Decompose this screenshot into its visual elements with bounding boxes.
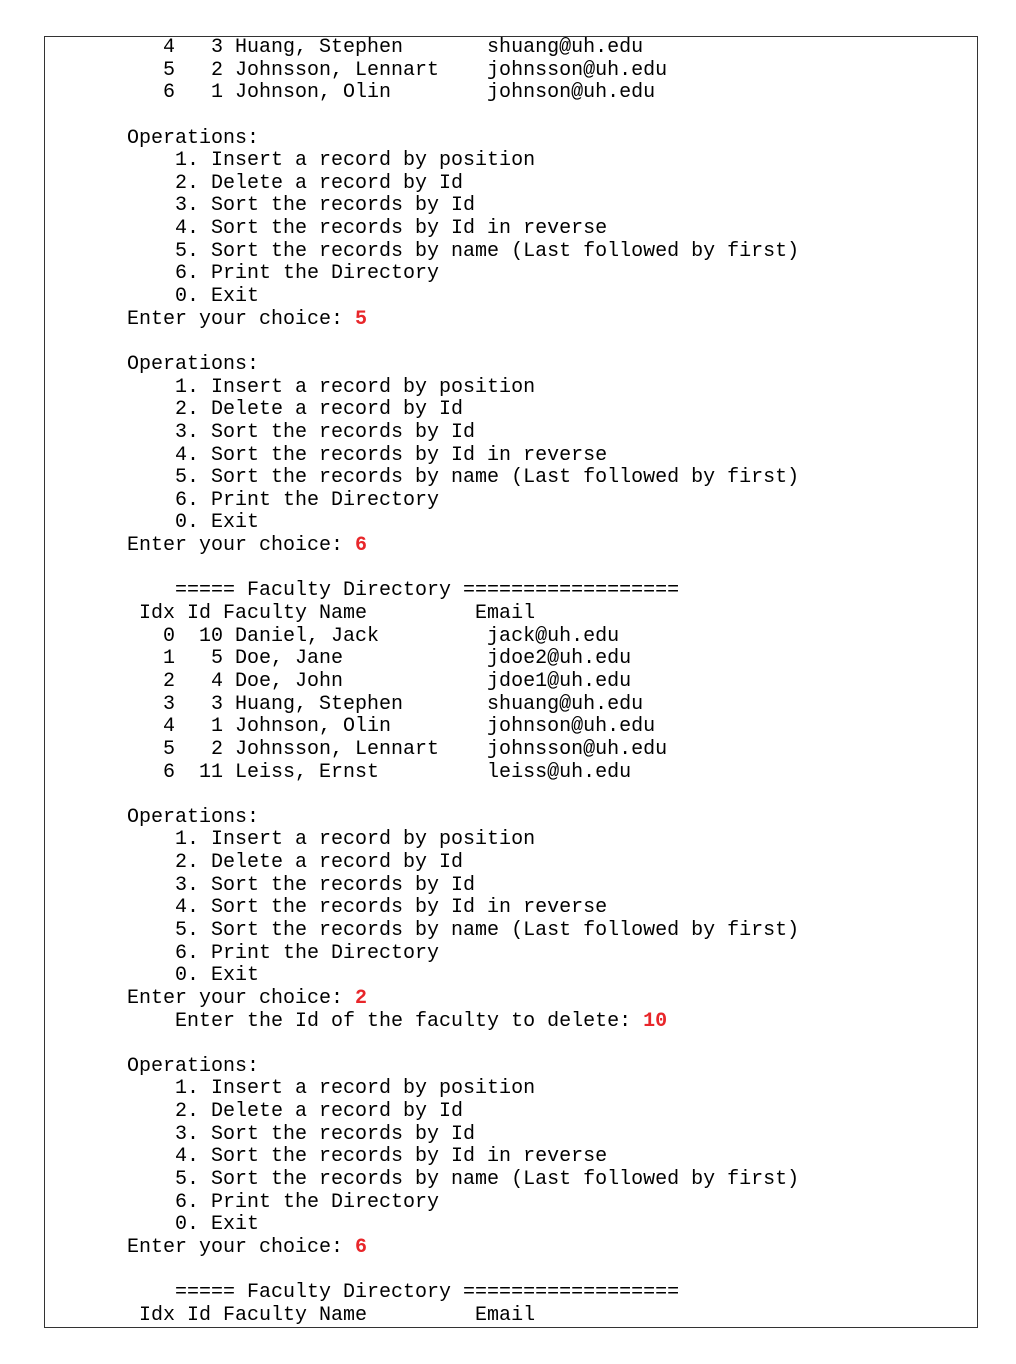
line-text: Idx Id Faculty Name Email [127,602,536,626]
line-text: 1. Insert a record by position [127,828,536,852]
console-line [127,580,799,603]
line-text: 1. Insert a record by position [127,375,536,399]
console-line [127,377,799,400]
console-line [127,241,799,264]
line-text: 5 2 Johnsson, Lennart johnsson@uh.edu [127,58,668,82]
console-line [127,331,799,354]
line-text: 5. Sort the records by name (Last followed by first) [127,918,800,942]
console-line [127,671,799,694]
line-text: 6 11 Leiss, Ernst leiss@uh.edu [127,760,632,784]
line-text: 5 2 Johnsson, Lennart johnsson@uh.edu [127,737,668,761]
console-line [127,354,799,377]
console-line [127,1078,799,1101]
console-line [127,716,799,739]
line-text: 5. Sort the records by name (Last followed by first) [127,239,800,263]
console-line [127,1101,799,1124]
line-text: 5. Sort the records by name (Last followed by first) [127,466,800,490]
line-text: 4 1 Johnson, Olin johnson@uh.edu [127,715,656,739]
console-line [127,60,799,83]
console-line [127,467,799,490]
prompt-line [127,1011,799,1034]
console-line [127,626,799,649]
line-text: 3. Sort the records by Id [127,420,476,444]
line-text: 4. Sort the records by Id in reverse [127,1145,608,1169]
line-text: 5. Sort the records by name (Last followed by first) [127,1168,800,1192]
console-line [127,1260,799,1283]
console-line [127,445,799,468]
console-line [127,920,799,943]
line-text: Operations: [127,1054,260,1078]
line-text: 2. Delete a record by Id [127,1100,464,1124]
line-text: 1. Insert a record by position [127,149,536,173]
line-text: 6. Print the Directory [127,488,440,512]
line-text: 3. Sort the records by Id [127,194,476,218]
line-text: ===== Faculty Directory ================== [127,1281,680,1305]
line-text: Operations: [127,126,260,150]
console-line [127,195,799,218]
console-line [127,558,799,581]
line-text: ===== Faculty Directory ================== [127,579,680,603]
user-input: 2 [355,986,368,1010]
line-text: 3 3 Huang, Stephen shuang@uh.edu [127,692,644,716]
console-line [127,739,799,762]
line-text: 4. Sort the records by Id in reverse [127,217,608,241]
line-text: Operations: [127,352,260,376]
terminal-window [44,36,978,1328]
line-text: 4 3 Huang, Stephen shuang@uh.edu [127,36,644,59]
line-text: 0. Exit [127,285,260,309]
console-line [127,1282,799,1305]
line-text: Enter your choice: [127,307,356,331]
console-line [127,807,799,830]
console-output [127,37,799,1328]
prompt-line [127,988,799,1011]
console-line [127,648,799,671]
console-line [127,762,799,785]
line-text: 4. Sort the records by Id in reverse [127,896,608,920]
console-line [127,694,799,717]
console-line [127,512,799,535]
line-text: 6. Print the Directory [127,1190,440,1214]
user-input: 6 [355,534,368,558]
prompt-line [127,535,799,558]
line-text: Enter your choice: [127,1235,356,1259]
console-line [127,82,799,105]
line-text: 3. Sort the records by Id [127,873,476,897]
user-input: 10 [643,1009,668,1033]
line-text: 0. Exit [127,1213,260,1237]
line-text: 2 4 Doe, John jdoe1@uh.edu [127,669,632,693]
console-line [127,1033,799,1056]
line-text: 3. Sort the records by Id [127,1122,476,1146]
line-text: 2. Delete a record by Id [127,851,464,875]
line-text: 6. Print the Directory [127,941,440,965]
prompt-line [127,309,799,332]
line-text: 1. Insert a record by position [127,1077,536,1101]
line-text: 6 1 Johnson, Olin johnson@uh.edu [127,81,656,105]
console-line [127,943,799,966]
console-line [127,490,799,513]
console-line [127,897,799,920]
line-text: 0 10 Daniel, Jack jack@uh.edu [127,624,620,648]
line-text: Idx Id Faculty Name Email [127,1303,536,1327]
console-line [127,875,799,898]
console-line [127,422,799,445]
line-text: Operations: [127,805,260,829]
line-text: Enter the Id of the faculty to delete: [127,1009,644,1033]
line-text: 0. Exit [127,964,260,988]
line-text: 4. Sort the records by Id in reverse [127,443,608,467]
console-line [127,173,799,196]
console-line [127,399,799,422]
console-line [127,1214,799,1237]
console-line [127,1192,799,1215]
console-line [127,1146,799,1169]
line-text: Enter your choice: [127,986,356,1010]
console-line [127,1305,799,1328]
console-line [127,1124,799,1147]
console-line [127,965,799,988]
user-input: 6 [355,1235,368,1259]
console-line [127,150,799,173]
console-line [127,128,799,151]
line-text: 0. Exit [127,511,260,535]
line-text: 2. Delete a record by Id [127,398,464,422]
console-line [127,286,799,309]
user-input: 5 [355,307,368,331]
console-line [127,263,799,286]
line-text: 6. Print the Directory [127,262,440,286]
console-line [127,37,799,60]
line-text: 1 5 Doe, Jane jdoe2@uh.edu [127,647,632,671]
console-line [127,829,799,852]
console-line [127,105,799,128]
console-line [127,852,799,875]
console-line [127,1169,799,1192]
console-line [127,784,799,807]
console-line [127,1056,799,1079]
prompt-line [127,1237,799,1260]
line-text: Enter your choice: [127,534,356,558]
console-line [127,603,799,626]
line-text: 2. Delete a record by Id [127,171,464,195]
console-line [127,218,799,241]
